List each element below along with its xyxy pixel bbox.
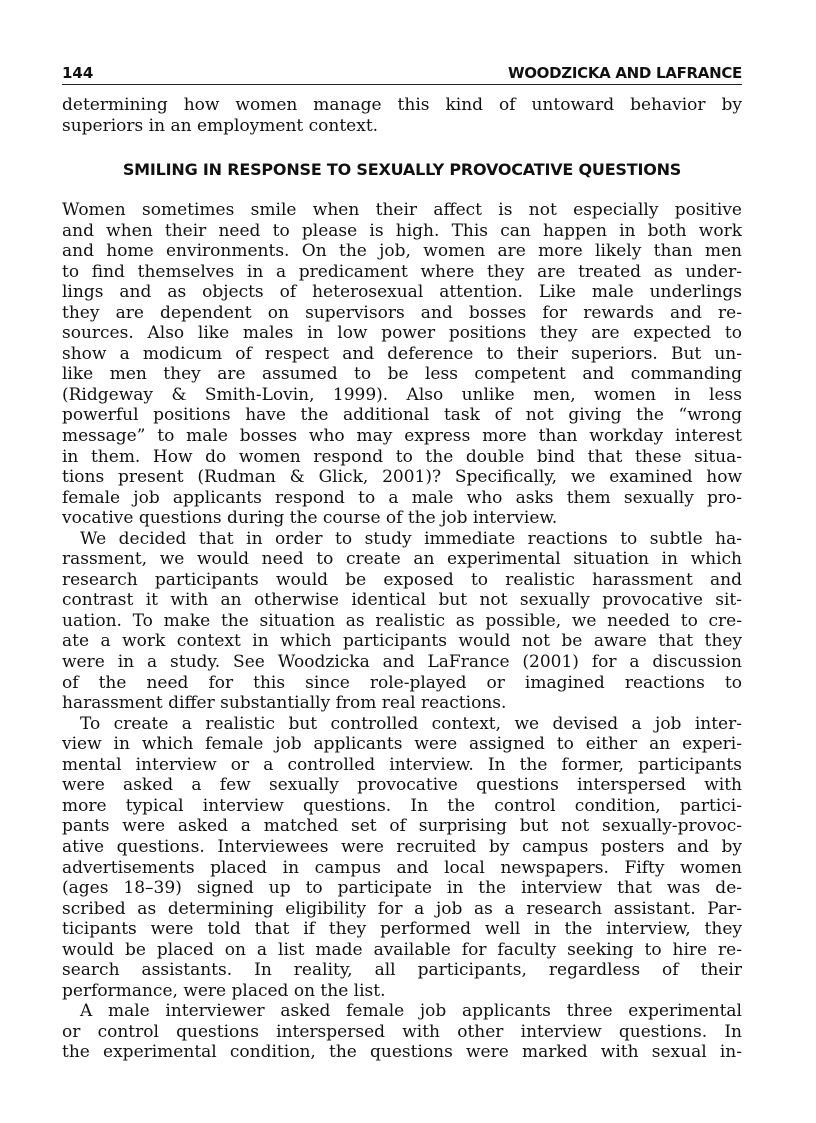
running-head [62,62,742,85]
text-line: the experimental condition, the questions were marked with sexual in- [62,1042,742,1063]
running-head-authors: WOODZICKA AND LAFRANCE [507,64,742,82]
text-line: pants were asked a matched set of surprising but not sexually-provoc- [62,816,742,837]
text-line: Women sometimes smile when their affect is not especially positive [62,200,742,220]
text-line: and when their need to please is high. This can happen in both work [62,220,742,241]
text-line: and home environments. On the job, women are more likely than men [62,241,742,262]
body-text [62,200,742,1063]
paragraph [62,1001,742,1063]
text-line: powerful positions have the additional task of not giving the “wrong [62,405,742,426]
page-number: 144 [62,64,94,82]
text-line: determining how women manage this kind of untoward behavior by [62,95,742,115]
text-line: were asked a few sexually provocative questions interspersed with [62,775,742,796]
text-line: (Ridgeway & Smith-Lovin, 1999). Also unlike men, women in less [62,384,742,405]
text-line: ticipants were told that if they performed well in the interview, they [62,919,742,940]
text-line: vocative questions during the course of the job interview. [62,508,558,529]
text-line: ative questions. Interviewees were recruited by campus posters and by [62,836,742,857]
text-line: more typical interview questions. In the control condition, partici- [62,795,742,816]
text-line: To create a realistic but controlled context, we devised a job inter- [80,713,742,734]
text-line: uation. To make the situation as realistic as possible, we needed to cre- [62,610,742,631]
text-line: performance, were placed on the list. [62,980,386,1001]
text-line: message” to male bosses who may express more than workday interest [62,426,742,447]
text-line: were in a study. See Woodzicka and LaFrance (2001) for a discussion [62,652,742,673]
text-line: A male interviewer asked female job applicants three experimental [80,1001,742,1022]
paragraph [62,529,742,714]
text-line: view in which female job applicants were assigned to either an experi- [62,734,742,755]
text-line: (ages 18–39) signed up to participate in the interview that was de- [62,878,742,899]
text-line: or control questions interspersed with other interview questions. In [62,1021,742,1042]
text-line: female job applicants respond to a male who asks them sexually pro- [62,487,742,508]
text-line: sources. Also like males in low power positions they are expected to [62,323,742,344]
text-line: contrast it with an otherwise identical but not sexually provocative sit- [62,590,742,611]
text-line: tions present (Rudman & Glick, 2001)? Specifically, we examined how [62,467,742,488]
text-line: in them. How do women respond to the double bind that these situa- [62,446,742,467]
paragraph [62,200,742,529]
text-line: lings and as objects of heterosexual attention. Like male underlings [62,282,742,303]
text-line: they are dependent on supervisors and bosses for rewards and re- [62,302,742,323]
intro-text [62,95,742,136]
text-line: of the need for this since role-played or imagined reactions to [62,672,742,693]
text-line: would be placed on a list made available for faculty seeking to hire re- [62,939,742,960]
text-line: scribed as determining eligibility for a job as a research assistant. Par- [62,898,742,919]
text-line: advertisements placed in campus and local newspapers. Fifty women [62,857,742,878]
text-line: mental interview or a controlled interview. In the former, participants [62,754,742,775]
text-line: rassment, we would need to create an experimental situation in which [62,549,742,570]
text-line: harassment differ substantially from real reactions. [62,693,507,714]
text-line: We decided that in order to study immediate reactions to subtle ha- [80,528,742,549]
text-line: superiors in an employment context. [62,115,379,136]
text-line: ate a work context in which participants would not be aware that they [62,631,742,652]
text-line: search assistants. In reality, all participants, regardless of their [62,960,742,981]
paragraph [62,714,742,1002]
text-line: like men they are assumed to be less competent and commanding [62,364,742,385]
section-heading: SMILING IN RESPONSE TO SEXUALLY PROVOCATIVE QUESTIONS [122,160,682,179]
text-line: research participants would be exposed to realistic harassment and [62,569,742,590]
text-line: show a modicum of respect and deference to their superiors. But un- [62,343,742,364]
text-line: to find themselves in a predicament where they are treated as under- [62,261,742,282]
